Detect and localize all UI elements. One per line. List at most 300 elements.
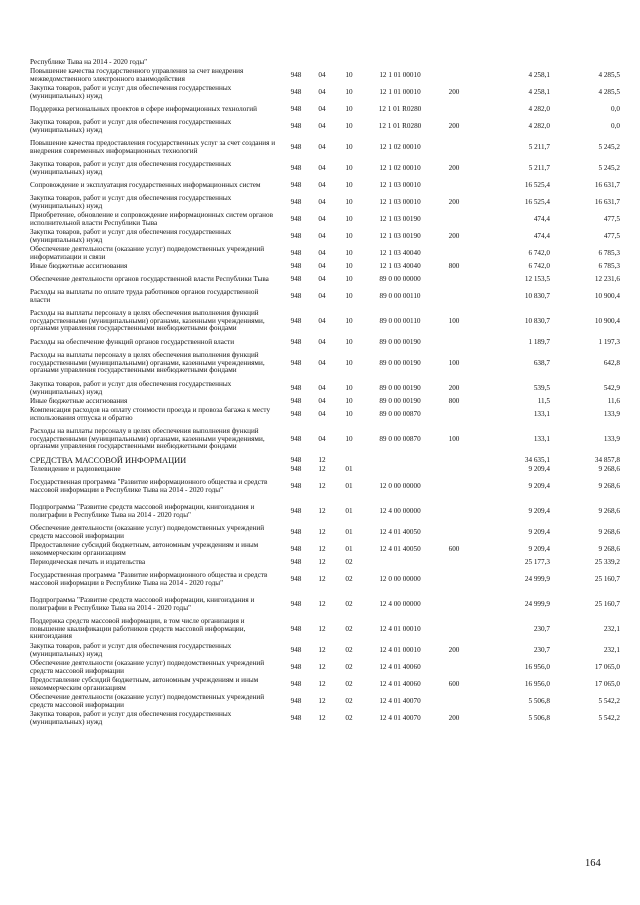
ved-cell: 948: [290, 679, 302, 688]
pr-cell: 10: [345, 214, 353, 223]
amount-2019-cell: 4 282,0: [528, 104, 550, 113]
ved-cell: 948: [290, 409, 302, 418]
rz-cell: 04: [318, 180, 326, 189]
amount-2020-cell: 9 268,6: [598, 506, 620, 515]
amount-2019-cell: 9 209,4: [528, 506, 550, 515]
pr-cell: 10: [345, 316, 353, 325]
ved-cell: 948: [290, 527, 302, 536]
table-row: [30, 474, 620, 499]
table-row: [30, 194, 620, 211]
rz-cell: 04: [318, 104, 326, 113]
csr-cell: 12 1 02 00010: [379, 142, 421, 151]
amount-2020-cell: 5 542,2: [598, 713, 620, 722]
amount-2020-cell: 16 631,7: [594, 180, 620, 189]
pr-cell: 02: [345, 696, 353, 705]
csr-cell: 12 4 01 40070: [379, 713, 421, 722]
amount-2020-cell: 642,8: [603, 358, 620, 367]
row-name-cell: Обеспечение деятельности (оказание услуг) подведомственных учреждений информатизации и связи: [30, 245, 265, 261]
table-row: [30, 710, 620, 727]
pr-cell: 02: [345, 599, 353, 608]
pr-cell: 10: [345, 180, 353, 189]
csr-cell: 12 0 00 00000: [379, 574, 421, 583]
csr-cell: 12 1 01 R0280: [378, 121, 422, 130]
ved-cell: 948: [290, 434, 302, 443]
csr-cell: 89 0 00 00190: [379, 358, 421, 367]
rz-cell: 12: [318, 455, 326, 464]
ved-cell: 948: [290, 337, 302, 346]
amount-2019-cell: 474,4: [533, 214, 550, 223]
table-row: [30, 262, 620, 271]
row-name-cell: Обеспечение деятельности (оказание услуг) подведомственных учреждений средств массовой информации: [30, 659, 265, 675]
vr-cell: 200: [448, 383, 460, 392]
rz-cell: 12: [318, 574, 326, 583]
row-name-cell: Повышение качества предоставления государственных услуг за счет создания и внедрения современных информационных технологий: [30, 139, 276, 155]
csr-cell: 12 4 01 00010: [379, 624, 421, 633]
pr-cell: 02: [345, 574, 353, 583]
rz-cell: 04: [318, 396, 326, 405]
table-row: [30, 558, 620, 567]
ved-cell: 948: [290, 291, 302, 300]
row-name-cell: Обеспечение деятельности (оказание услуг) подведомственных учреждений средств массовой информации: [30, 693, 265, 709]
amount-2019-cell: 230,7: [533, 624, 550, 633]
vr-cell: 200: [448, 87, 460, 96]
amount-2020-cell: 1 197,3: [598, 337, 620, 346]
ved-cell: 948: [290, 104, 302, 113]
amount-2019-cell: 16 956,0: [524, 679, 550, 688]
amount-2019-cell: 10 830,7: [524, 291, 550, 300]
csr-cell: 12 4 00 00000: [379, 599, 421, 608]
page-number: 164: [585, 858, 601, 869]
amount-2019-cell: 133,1: [533, 434, 550, 443]
rz-cell: 04: [318, 434, 326, 443]
row-name-cell: Сопровождение и эксплуатация государственных информационных систем: [30, 180, 261, 189]
row-name-cell: СРЕДСТВА МАССОВОЙ ИНФОРМАЦИИ: [30, 455, 187, 465]
row-name-cell: Закупка товаров, работ и услуг для обеспечения государственных (муниципальных) нужд: [30, 228, 232, 244]
csr-cell: 12 1 03 00190: [379, 231, 421, 240]
amount-2019-cell: 5 506,8: [528, 713, 550, 722]
amount-2019-cell: 638,7: [533, 358, 550, 367]
csr-cell: 89 0 00 00190: [379, 383, 421, 392]
amount-2019-cell: 10 830,7: [524, 316, 550, 325]
amount-2020-cell: 17 065,0: [594, 679, 620, 688]
row-name-cell: Расходы на выплаты персоналу в целях обеспечения выполнения функций государственными (муниципальными) органами, казенными учреждениями, органами управления государственными внебюджетными фондами: [30, 309, 265, 333]
vr-cell: 200: [448, 121, 460, 130]
table-row: [30, 397, 620, 406]
ved-cell: 948: [290, 163, 302, 172]
ved-cell: 948: [290, 599, 302, 608]
row-name-cell: Периодическая печать и издательства: [30, 557, 146, 566]
amount-2019-cell: 16 525,4: [524, 197, 550, 206]
csr-cell: 12 1 03 00190: [379, 214, 421, 223]
table-row: [30, 160, 620, 177]
ved-cell: 948: [290, 142, 302, 151]
table-row: [30, 423, 620, 456]
pr-cell: [334, 456, 364, 465]
pr-cell: 01: [345, 464, 353, 473]
table-row: [30, 659, 620, 676]
ved-cell: 948: [290, 396, 302, 405]
amount-2019-cell: 4 258,1: [528, 70, 550, 79]
pr-cell: 10: [345, 261, 353, 270]
pr-cell: 10: [345, 274, 353, 283]
rz-cell: 04: [318, 142, 326, 151]
pr-cell: 01: [345, 481, 353, 490]
ved-cell: 948: [290, 624, 302, 633]
amount-2019-cell: 12 153,5: [524, 274, 550, 283]
amount-2019-cell: 474,4: [533, 231, 550, 240]
rz-cell: 04: [318, 358, 326, 367]
rz-cell: 04: [318, 261, 326, 270]
csr-cell: 12 1 03 40040: [379, 261, 421, 270]
vr-cell: [436, 558, 472, 567]
amount-2020-cell: 542,9: [603, 383, 620, 392]
vr-cell: 200: [448, 163, 460, 172]
vr-cell: [436, 271, 472, 288]
table-row: [30, 499, 620, 524]
ved-cell: 948: [290, 455, 302, 464]
amount-2020-cell: 5 245,2: [598, 163, 620, 172]
csr-cell: 89 0 00 00870: [379, 409, 421, 418]
table-row: [30, 567, 620, 592]
rz-cell: 04: [318, 274, 326, 283]
vr-cell: [436, 67, 472, 84]
rz-cell: 04: [318, 70, 326, 79]
amount-2019-cell: 6 742,0: [528, 248, 550, 257]
rz-cell: 12: [318, 464, 326, 473]
amount-2019-cell: 5 506,8: [528, 696, 550, 705]
csr-cell: 89 0 00 00870: [379, 434, 421, 443]
amount-2020-cell: 9 268,6: [598, 464, 620, 473]
amount-2020-cell: 4 285,5: [598, 87, 620, 96]
rz-cell: 04: [318, 214, 326, 223]
row-name-cell: Закупка товаров, работ и услуг для обеспечения государственных (муниципальных) нужд: [30, 194, 232, 210]
csr-cell: 89 0 00 00000: [379, 274, 421, 283]
vr-cell: 100: [448, 434, 460, 443]
vr-cell: [436, 617, 472, 642]
table-row: [30, 228, 620, 245]
rz-cell: 04: [318, 121, 326, 130]
rz-cell: 12: [318, 557, 326, 566]
table-row: [30, 406, 620, 423]
vr-cell: 600: [448, 679, 460, 688]
table-row: [30, 642, 620, 659]
amount-2020-cell: 232,1: [603, 624, 620, 633]
amount-2019-cell: 16 956,0: [524, 662, 550, 671]
ved-cell: 948: [290, 506, 302, 515]
amount-2020-cell: 4 285,5: [598, 70, 620, 79]
rz-cell: 12: [318, 624, 326, 633]
ved-cell: 948: [290, 231, 302, 240]
amount-2019-cell: 25 177,3: [524, 557, 550, 566]
vr-cell: [436, 474, 472, 499]
row-name-cell: Повышение качества государственного управления за счет внедрения межведомственного электронного взаимодействия: [30, 67, 244, 83]
table-row: [30, 592, 620, 617]
rz-cell: 12: [318, 696, 326, 705]
row-name-cell: Подпрограмма "Развитие средств массовой информации, книгоиздания и полиграфии в Республике Тыва на 2014 - 2020 годы": [30, 596, 255, 612]
vr-cell: 200: [448, 231, 460, 240]
csr-cell: 12 4 01 00010: [379, 645, 421, 654]
csr-cell: 12 1 01 00010: [379, 87, 421, 96]
ved-cell: 948: [290, 557, 302, 566]
pr-cell: 10: [345, 409, 353, 418]
vr-cell: [436, 245, 472, 262]
amount-2019-cell: 11,5: [537, 396, 550, 405]
ved-cell: 948: [290, 121, 302, 130]
amount-2019-cell: 9 209,4: [528, 544, 550, 553]
rz-cell: 12: [318, 599, 326, 608]
vr-cell: [436, 567, 472, 592]
row-name-cell: Иные бюджетные ассигнования: [30, 396, 128, 405]
vr-cell: [436, 592, 472, 617]
row-name-cell: Телевидение и радиовещание: [30, 464, 121, 473]
amount-2019-cell: 133,1: [533, 409, 550, 418]
amount-2020-cell: 0,0: [611, 104, 620, 113]
csr-cell: 12 1 03 00010: [379, 197, 421, 206]
pr-cell: 02: [345, 645, 353, 654]
csr-cell: 89 0 00 00110: [379, 291, 421, 300]
rz-cell: 04: [318, 383, 326, 392]
vr-cell: [436, 211, 472, 228]
row-name-cell: Иные бюджетные ассигнования: [30, 261, 128, 270]
row-name-cell: Поддержка средств массовой информации, в том числе организация и повышение квалификации работников средств массовой информации, книгоиздания: [30, 617, 246, 641]
amount-2019-cell: 16 525,4: [524, 180, 550, 189]
row-name-cell: Обеспечение деятельности (оказание услуг) подведомственных учреждений средств массовой информации: [30, 524, 265, 540]
amount-2020-cell: 34 857,8: [594, 455, 620, 464]
amount-2020-cell: 5 245,2: [598, 142, 620, 151]
ved-cell: 948: [290, 197, 302, 206]
rz-cell: 12: [318, 481, 326, 490]
vr-cell: [436, 499, 472, 524]
row-name-cell: Закупка товаров, работ и услуг для обеспечения государственных (муниципальных) нужд: [30, 380, 232, 396]
csr-cell: [364, 456, 436, 465]
vr-cell: [436, 135, 472, 160]
rz-cell: 04: [318, 231, 326, 240]
csr-cell: 12 4 01 40050: [379, 544, 421, 553]
amount-2020-cell: 232,1: [603, 645, 620, 654]
amount-2019-cell: 5 211,7: [528, 163, 550, 172]
rz-cell: 04: [318, 291, 326, 300]
continued-title-line: Республике Тыва на 2014 - 2020 годы": [30, 58, 148, 66]
table-row: [30, 693, 620, 710]
amount-2020-cell: 6 785,3: [598, 248, 620, 257]
rz-cell: 12: [318, 645, 326, 654]
amount-2020-cell: 17 065,0: [594, 662, 620, 671]
amount-2020-cell: 9 268,6: [598, 544, 620, 553]
row-name-cell: Закупка товаров, работ и услуг для обеспечения государственных (муниципальных) нужд: [30, 642, 232, 658]
ved-cell: 948: [290, 274, 302, 283]
rz-cell: 04: [318, 87, 326, 96]
table-row: [30, 617, 620, 642]
ved-cell: 948: [290, 316, 302, 325]
table-row: [30, 541, 620, 558]
amount-2019-cell: 4 258,1: [528, 87, 550, 96]
vr-cell: [436, 693, 472, 710]
ved-cell: 948: [290, 180, 302, 189]
amount-2020-cell: 133,9: [603, 409, 620, 418]
csr-cell: 12 4 01 40060: [379, 679, 421, 688]
csr-cell: 89 0 00 00190: [379, 396, 421, 405]
amount-2020-cell: 11,6: [607, 396, 620, 405]
amount-2019-cell: 34 635,1: [524, 455, 550, 464]
ved-cell: 948: [290, 544, 302, 553]
vr-cell: [436, 465, 472, 474]
row-name-cell: Компенсация расходов на оплату стоимости проезда и провоза багажа к месту использования отпуска и обратно: [30, 406, 271, 422]
rz-cell: 04: [318, 197, 326, 206]
amount-2019-cell: 9 209,4: [528, 464, 550, 473]
row-name-cell: Расходы на выплаты персоналу в целях обеспечения выполнения функций государственными (муниципальными) органами, казенными учреждениями, органами управления государственными внебюджетными фондами: [30, 351, 265, 375]
ved-cell: 948: [290, 464, 302, 473]
row-name-cell: Расходы на обеспечение функций органов государственной власти: [30, 337, 235, 346]
row-name-cell: Предоставление субсидий бюджетным, автономным учреждениям и иным некоммерческим организациям: [30, 541, 259, 557]
document-page: [30, 58, 620, 727]
csr-cell: 12 0 00 00000: [379, 481, 421, 490]
budget-table: [30, 67, 620, 727]
row-name-cell: Приобретение, обновление и сопровождение информационных систем органов исполнительной власти Республики Тыва: [30, 211, 274, 227]
amount-2020-cell: 25 160,7: [594, 574, 620, 583]
pr-cell: 01: [345, 506, 353, 515]
csr-cell: [364, 558, 436, 567]
ved-cell: 948: [290, 383, 302, 392]
amount-2020-cell: 0,0: [611, 121, 620, 130]
table-row: [30, 338, 620, 347]
csr-cell: 89 0 00 00110: [379, 316, 421, 325]
pr-cell: 02: [345, 557, 353, 566]
pr-cell: 10: [345, 70, 353, 79]
pr-cell: 10: [345, 358, 353, 367]
amount-2020-cell: 10 900,4: [594, 291, 620, 300]
pr-cell: 10: [345, 291, 353, 300]
ved-cell: 948: [290, 662, 302, 671]
amount-2019-cell: 9 209,4: [528, 527, 550, 536]
rz-cell: 04: [318, 163, 326, 172]
vr-cell: 200: [448, 645, 460, 654]
table-row: [30, 177, 620, 194]
ved-cell: 948: [290, 358, 302, 367]
vr-cell: 200: [448, 713, 460, 722]
pr-cell: 10: [345, 121, 353, 130]
amount-2019-cell: 9 209,4: [528, 481, 550, 490]
csr-cell: 12 4 00 00000: [379, 506, 421, 515]
vr-cell: 100: [448, 358, 460, 367]
row-name-cell: Обеспечение деятельности органов государственной власти Республики Тыва: [30, 274, 269, 283]
csr-cell: 12 1 03 00010: [379, 180, 421, 189]
table-row: [30, 288, 620, 305]
pr-cell: 01: [345, 544, 353, 553]
row-name-cell: Расходы на выплаты по оплате труда работников органов государственной власти: [30, 288, 259, 304]
rz-cell: 12: [318, 527, 326, 536]
amount-2020-cell: 16 631,7: [594, 197, 620, 206]
vr-cell: [436, 406, 472, 423]
ved-cell: 948: [290, 481, 302, 490]
amount-2019-cell: 230,7: [533, 645, 550, 654]
rz-cell: 12: [318, 679, 326, 688]
csr-cell: 12 1 01 00010: [379, 70, 421, 79]
row-name-cell: Государственная программа "Развитие информационного общества и средств массовой информации в Республике Тыва на 2014 - 2020 годы": [30, 478, 268, 494]
amount-2019-cell: 1 189,7: [528, 337, 550, 346]
rz-cell: 04: [318, 409, 326, 418]
amount-2020-cell: 10 900,4: [594, 316, 620, 325]
table-row: [30, 347, 620, 380]
row-name-cell: Закупка товаров, работ и услуг для обеспечения государственных (муниципальных) нужд: [30, 118, 232, 134]
row-name-cell: Подпрограмма "Развитие средств массовой информации, книгоиздания и полиграфии в Республике Тыва на 2014 - 2020 годы": [30, 503, 255, 519]
amount-2020-cell: 477,5: [603, 214, 620, 223]
row-name-cell: Закупка товаров, работ и услуг для обеспечения государственных (муниципальных) нужд: [30, 160, 232, 176]
row-name-cell: Расходы на выплаты персоналу в целях обеспечения выполнения функций государственными (муниципальными) органами, казенными учреждениями, органами управления государственными внебюджетными фондами: [30, 427, 265, 451]
csr-cell: [364, 465, 436, 474]
amount-2020-cell: 5 542,2: [598, 696, 620, 705]
pr-cell: 02: [345, 679, 353, 688]
table-row: [30, 84, 620, 101]
row-name-cell: Закупка товаров, работ и услуг для обеспечения государственных (муниципальных) нужд: [30, 710, 232, 726]
rz-cell: 04: [318, 248, 326, 257]
vr-cell: 100: [448, 316, 460, 325]
vr-cell: [436, 456, 472, 465]
amount-2019-cell: 6 742,0: [528, 261, 550, 270]
table-row: [30, 305, 620, 338]
amount-2020-cell: 25 339,2: [594, 557, 620, 566]
table-row: [30, 380, 620, 397]
csr-cell: 12 4 01 40050: [379, 527, 421, 536]
pr-cell: 10: [345, 104, 353, 113]
vr-cell: 600: [448, 544, 460, 553]
amount-2020-cell: 9 268,6: [598, 481, 620, 490]
ved-cell: 948: [290, 214, 302, 223]
pr-cell: 10: [345, 231, 353, 240]
pr-cell: 01: [345, 527, 353, 536]
pr-cell: 10: [345, 142, 353, 151]
vr-cell: [436, 101, 472, 118]
amount-2019-cell: 4 282,0: [528, 121, 550, 130]
vr-cell: [436, 659, 472, 676]
vr-cell: [436, 338, 472, 347]
table-row: [30, 676, 620, 693]
pr-cell: 10: [345, 163, 353, 172]
amount-2020-cell: 25 160,7: [594, 599, 620, 608]
csr-cell: 12 1 01 R0280: [378, 104, 422, 113]
rz-cell: 12: [318, 713, 326, 722]
table-row: [30, 211, 620, 228]
amount-2019-cell: 24 999,9: [524, 574, 550, 583]
row-name-cell: Закупка товаров, работ и услуг для обеспечения государственных (муниципальных) нужд: [30, 84, 232, 100]
amount-2019-cell: 539,5: [533, 383, 550, 392]
row-name-cell: Поддержка региональных проектов в сфере информационных технологий: [30, 104, 257, 113]
row-name-cell: Государственная программа "Развитие информационного общества и средств массовой информации в Республике Тыва на 2014 - 2020 годы": [30, 571, 268, 587]
ved-cell: 948: [290, 574, 302, 583]
amount-2019-cell: 5 211,7: [528, 142, 550, 151]
pr-cell: 10: [345, 383, 353, 392]
csr-cell: 12 1 02 00010: [379, 163, 421, 172]
table-row: [30, 465, 620, 474]
pr-cell: 02: [345, 713, 353, 722]
csr-cell: 12 4 01 40070: [379, 696, 421, 705]
ved-cell: 948: [290, 248, 302, 257]
csr-cell: 12 1 03 40040: [379, 248, 421, 257]
pr-cell: 02: [345, 662, 353, 671]
amount-2019-cell: 24 999,9: [524, 599, 550, 608]
rz-cell: 04: [318, 316, 326, 325]
vr-cell: [436, 524, 472, 541]
table-row: [30, 456, 620, 465]
csr-cell: 12 4 01 40060: [379, 662, 421, 671]
rz-cell: 12: [318, 662, 326, 671]
rz-cell: 12: [318, 544, 326, 553]
csr-cell: 89 0 00 00190: [379, 337, 421, 346]
row-name-cell: Предоставление субсидий бюджетным, автономным учреждениям и иным некоммерческим организациям: [30, 676, 259, 692]
amount-2020-cell: 12 231,6: [594, 274, 620, 283]
table-row: [30, 67, 620, 84]
amount-2020-cell: 9 268,6: [598, 527, 620, 536]
table-row: [30, 245, 620, 262]
